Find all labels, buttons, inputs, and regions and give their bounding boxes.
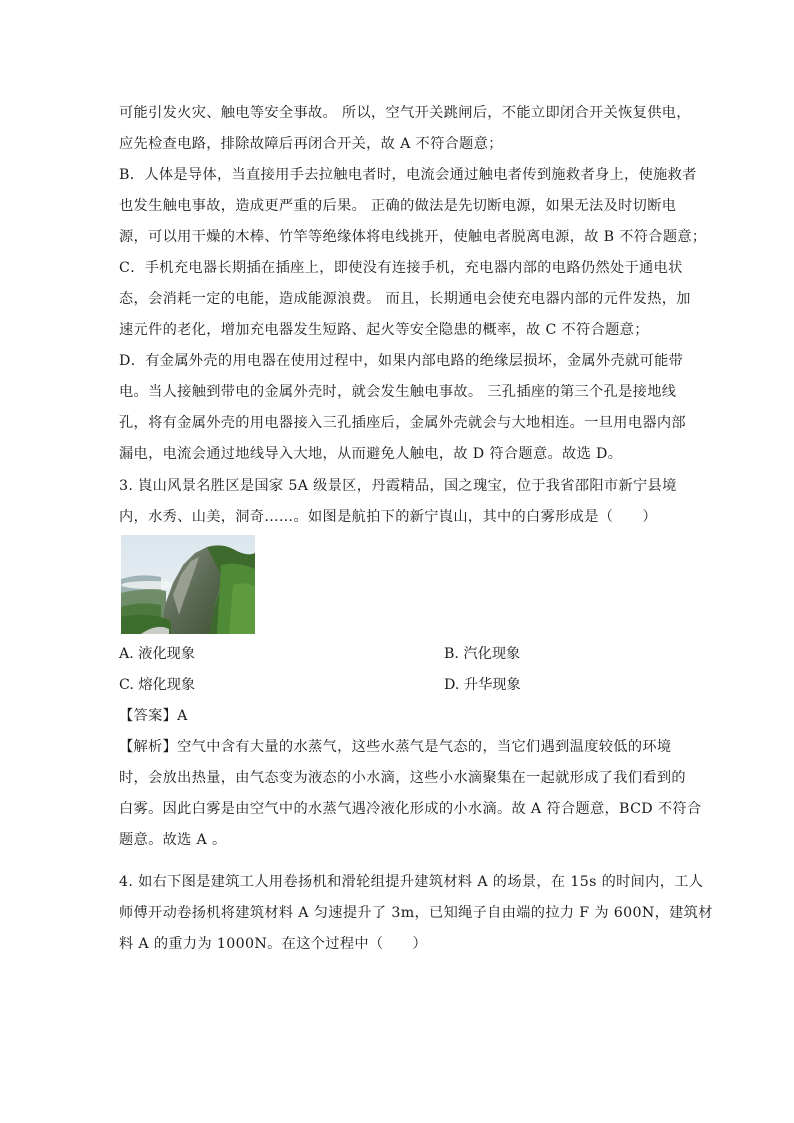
text-line: C．手机充电器长期插在插座上，即使没有连接手机，充电器内部的电路仍然处于通电状 xyxy=(119,260,683,276)
question-3-stem: 内，水秀、山美，洞奇……。如图是航拍下的新宁崀山，其中的白雾形成是（ ） xyxy=(119,509,657,525)
analysis-line: 题意。故选 A 。 xyxy=(119,832,227,848)
text-line: 电。当人接触到带电的金属外壳时，就会发生触电事故。 三孔插座的第三个孔是接地线 xyxy=(119,384,677,400)
analysis-line: 【解析】空气中含有大量的水蒸气，这些水蒸气是气态的，当它们遇到温度较低的环境 xyxy=(119,739,672,755)
text-line: 速元件的老化，增加充电器发生短路、起火等安全隐患的概率，故 C 不符合题意； xyxy=(119,322,649,338)
text-line: 孔，将有金属外壳的用电器接入三孔插座后，金属外壳就会与大地相连。一旦用电器内部 xyxy=(119,415,686,431)
option-a: A. 液化现象 xyxy=(119,646,196,662)
text-line: 应先检查电路，排除故障后再闭合开关，故 A 不符合题意； xyxy=(119,136,503,152)
text-line: D．有金属外壳的用电器在使用过程中，如果内部电路的绝缘层损坏，金属外壳就可能带 xyxy=(119,353,684,369)
analysis-line: 时，会放出热量，由气态变为液态的小水滴，这些小水滴聚集在一起就形成了我们看到的 xyxy=(119,770,686,786)
question-3-stem: 3. 崀山风景名胜区是国家 5A 级景区，丹霞精品，国之瑰宝，位于我省邵阳市新宁县境 xyxy=(119,478,677,494)
text-line: 也发生触电事故，造成更严重的后果。 正确的做法是先切断电源，如果无法及时切断电 xyxy=(119,198,677,214)
option-d: D. 升华现象 xyxy=(444,677,521,693)
question-4-stem: 4. 如右下图是建筑工人用卷扬机和滑轮组提升建筑材料 A 的场景，在 15s 的时间内，工人 xyxy=(119,874,704,890)
text-line: B．人体是导体，当直接用手去拉触电者时，电流会通过触电者传到施救者身上，使施救者 xyxy=(119,167,697,183)
option-b: B. 汽化现象 xyxy=(444,646,521,662)
option-c: C. 熔化现象 xyxy=(119,677,196,693)
text-line: 源，可以用干燥的木棒、竹竿等绝缘体将电线挑开，使触电者脱离电源，故 B 不符合题意； xyxy=(119,229,707,245)
aerial-landscape-photo xyxy=(121,535,255,634)
analysis-line: 白雾。因此白雾是由空气中的水蒸气遇冷液化形成的小水滴。故 A 符合题意，BCD 不符合 xyxy=(119,801,702,817)
text-line: 态，会消耗一定的电能，造成能源浪费。 而且，长期通电会使充电器内部的元件发热，加 xyxy=(119,291,691,307)
text-line: 漏电，电流会通过地线导入大地，从而避免人触电，故 D 符合题意。故选 D。 xyxy=(119,446,623,462)
text-line: 可能引发火灾、触电等安全事故。 所以，空气开关跳闸后，不能立即闭合开关恢复供电， xyxy=(119,105,691,121)
answer-label: 【答案】A xyxy=(119,708,188,724)
question-4-stem: 师傅开动卷扬机将建筑材料 A 匀速提升了 3m，已知绳子自由端的拉力 F 为 600N，建筑材 xyxy=(119,905,713,921)
question-4-stem: 料 A 的重力为 1000N。在这个过程中（ ） xyxy=(119,936,428,952)
